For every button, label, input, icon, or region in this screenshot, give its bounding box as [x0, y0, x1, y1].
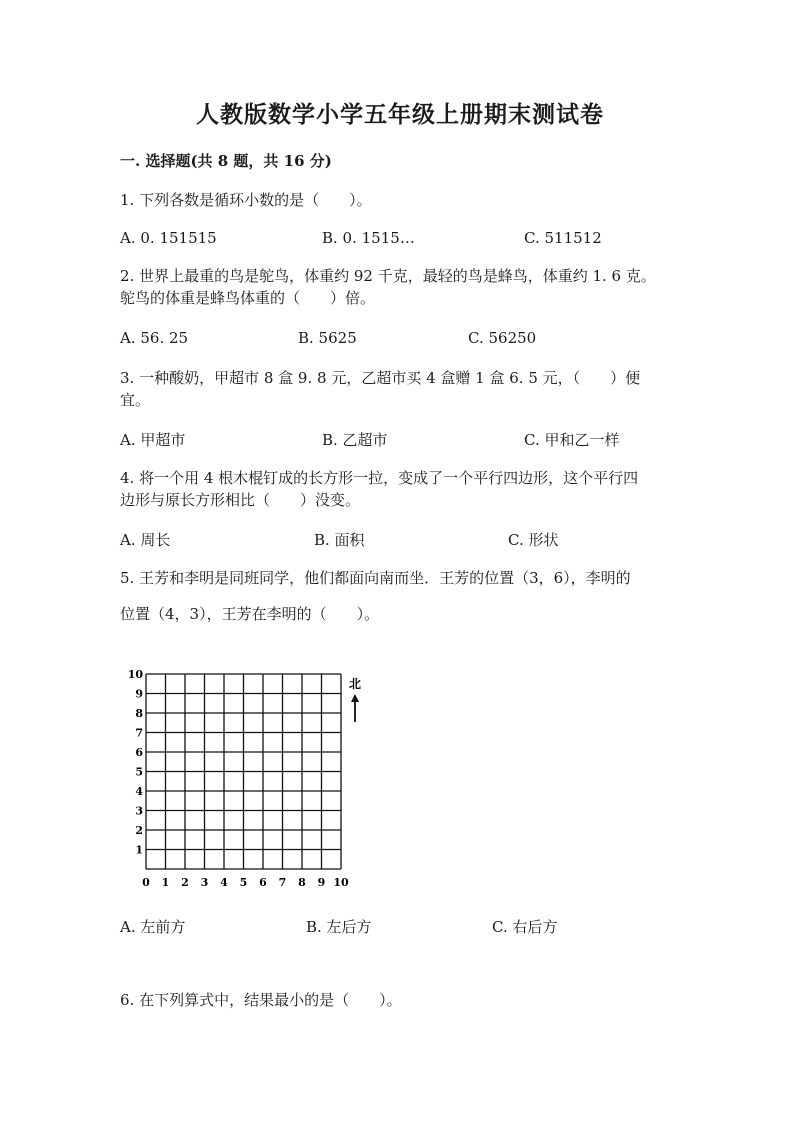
- question-6: 6. 在下列算式中，结果最小的是（ ）。: [120, 991, 402, 1009]
- question-4-line-1: 4. 将一个用 4 根木棍钉成的长方形一拉，变成了一个平行四边形，这个平行四: [120, 469, 639, 487]
- y-tick-label: 6: [135, 746, 143, 759]
- y-tick-label: 1: [135, 843, 143, 857]
- up-arrow-head: [351, 694, 359, 702]
- q1-option-a[interactable]: A. 0. 151515: [120, 229, 217, 247]
- y-tick-label: 3: [135, 804, 143, 818]
- q1-option-b[interactable]: B. 0. 1515…: [322, 229, 415, 247]
- y-tick-label: 2: [135, 824, 143, 837]
- q2-option-c[interactable]: C. 56250: [468, 329, 537, 347]
- y-tick-label: 4: [135, 785, 143, 798]
- y-tick-label: 9: [135, 687, 143, 701]
- question-4-line-2: 边形与原长方形相比（ ）没变。: [120, 491, 361, 509]
- question-3-line-2: 宜。: [120, 391, 151, 409]
- q5-option-b[interactable]: B. 左后方: [306, 918, 372, 936]
- y-tick-label: 5: [135, 765, 143, 779]
- q1-option-c[interactable]: C. 511512: [524, 229, 602, 247]
- y-tick-label: 8: [135, 707, 143, 720]
- q4-option-b[interactable]: B. 面积: [314, 531, 365, 549]
- grid-figure: [126, 664, 386, 889]
- question-2-line-1: 2. 世界上最重的鸟是鸵鸟，体重约 92 千克，最轻的鸟是蜂鸟，体重约 1. 6 克。: [120, 267, 656, 285]
- x-tick-label: 5: [239, 876, 248, 889]
- q5-option-c[interactable]: C. 右后方: [492, 918, 558, 936]
- q2-option-a[interactable]: A. 56. 25: [120, 329, 189, 347]
- x-tick-label: 0: [142, 876, 150, 889]
- x-tick-label: 9: [317, 876, 326, 889]
- coordinate-grid: [126, 664, 386, 889]
- north-label: 北: [348, 677, 362, 691]
- page-title: 人教版数学小学五年级上册期末测试卷: [196, 101, 604, 128]
- q5-option-a[interactable]: A. 左前方: [120, 918, 186, 936]
- x-tick-label: 8: [298, 876, 306, 889]
- x-tick-label: 7: [278, 876, 287, 889]
- question-5-line-1: 5. 王芳和李明是同班同学，他们都面向南而坐．王芳的位置（3，6），李明的: [120, 569, 631, 587]
- x-tick-label: 6: [259, 876, 267, 889]
- question-5-line-2: 位置（4，3），王芳在李明的（ ）。: [120, 605, 380, 623]
- q4-option-c[interactable]: C. 形状: [508, 531, 559, 549]
- section-heading: 一. 选择题(共 8 题，共 16 分): [120, 152, 332, 170]
- x-tick-label: 2: [181, 876, 189, 889]
- q3-option-c[interactable]: C. 甲和乙一样: [524, 431, 620, 449]
- y-tick-label: 7: [135, 726, 143, 740]
- q3-option-b[interactable]: B. 乙超市: [322, 431, 388, 449]
- question-3-line-1: 3. 一种酸奶，甲超市 8 盒 9. 8 元，乙超市买 4 盒赠 1 盒 6. 5 元，（ ）便: [120, 369, 641, 387]
- x-tick-label: 3: [200, 876, 209, 889]
- x-tick-label: 1: [161, 876, 170, 889]
- y-tick-label: 10: [127, 668, 143, 681]
- x-tick-label: 4: [220, 876, 228, 889]
- x-tick-label: 10: [333, 876, 349, 889]
- q4-option-a[interactable]: A. 周长: [120, 531, 171, 549]
- question-2-line-2: 鸵鸟的体重是蜂鸟体重的（ ）倍。: [120, 289, 376, 307]
- question-1: 1. 下列各数是循环小数的是（ ）。: [120, 191, 372, 209]
- q3-option-a[interactable]: A. 甲超市: [120, 431, 186, 449]
- q2-option-b[interactable]: B. 5625: [298, 329, 357, 347]
